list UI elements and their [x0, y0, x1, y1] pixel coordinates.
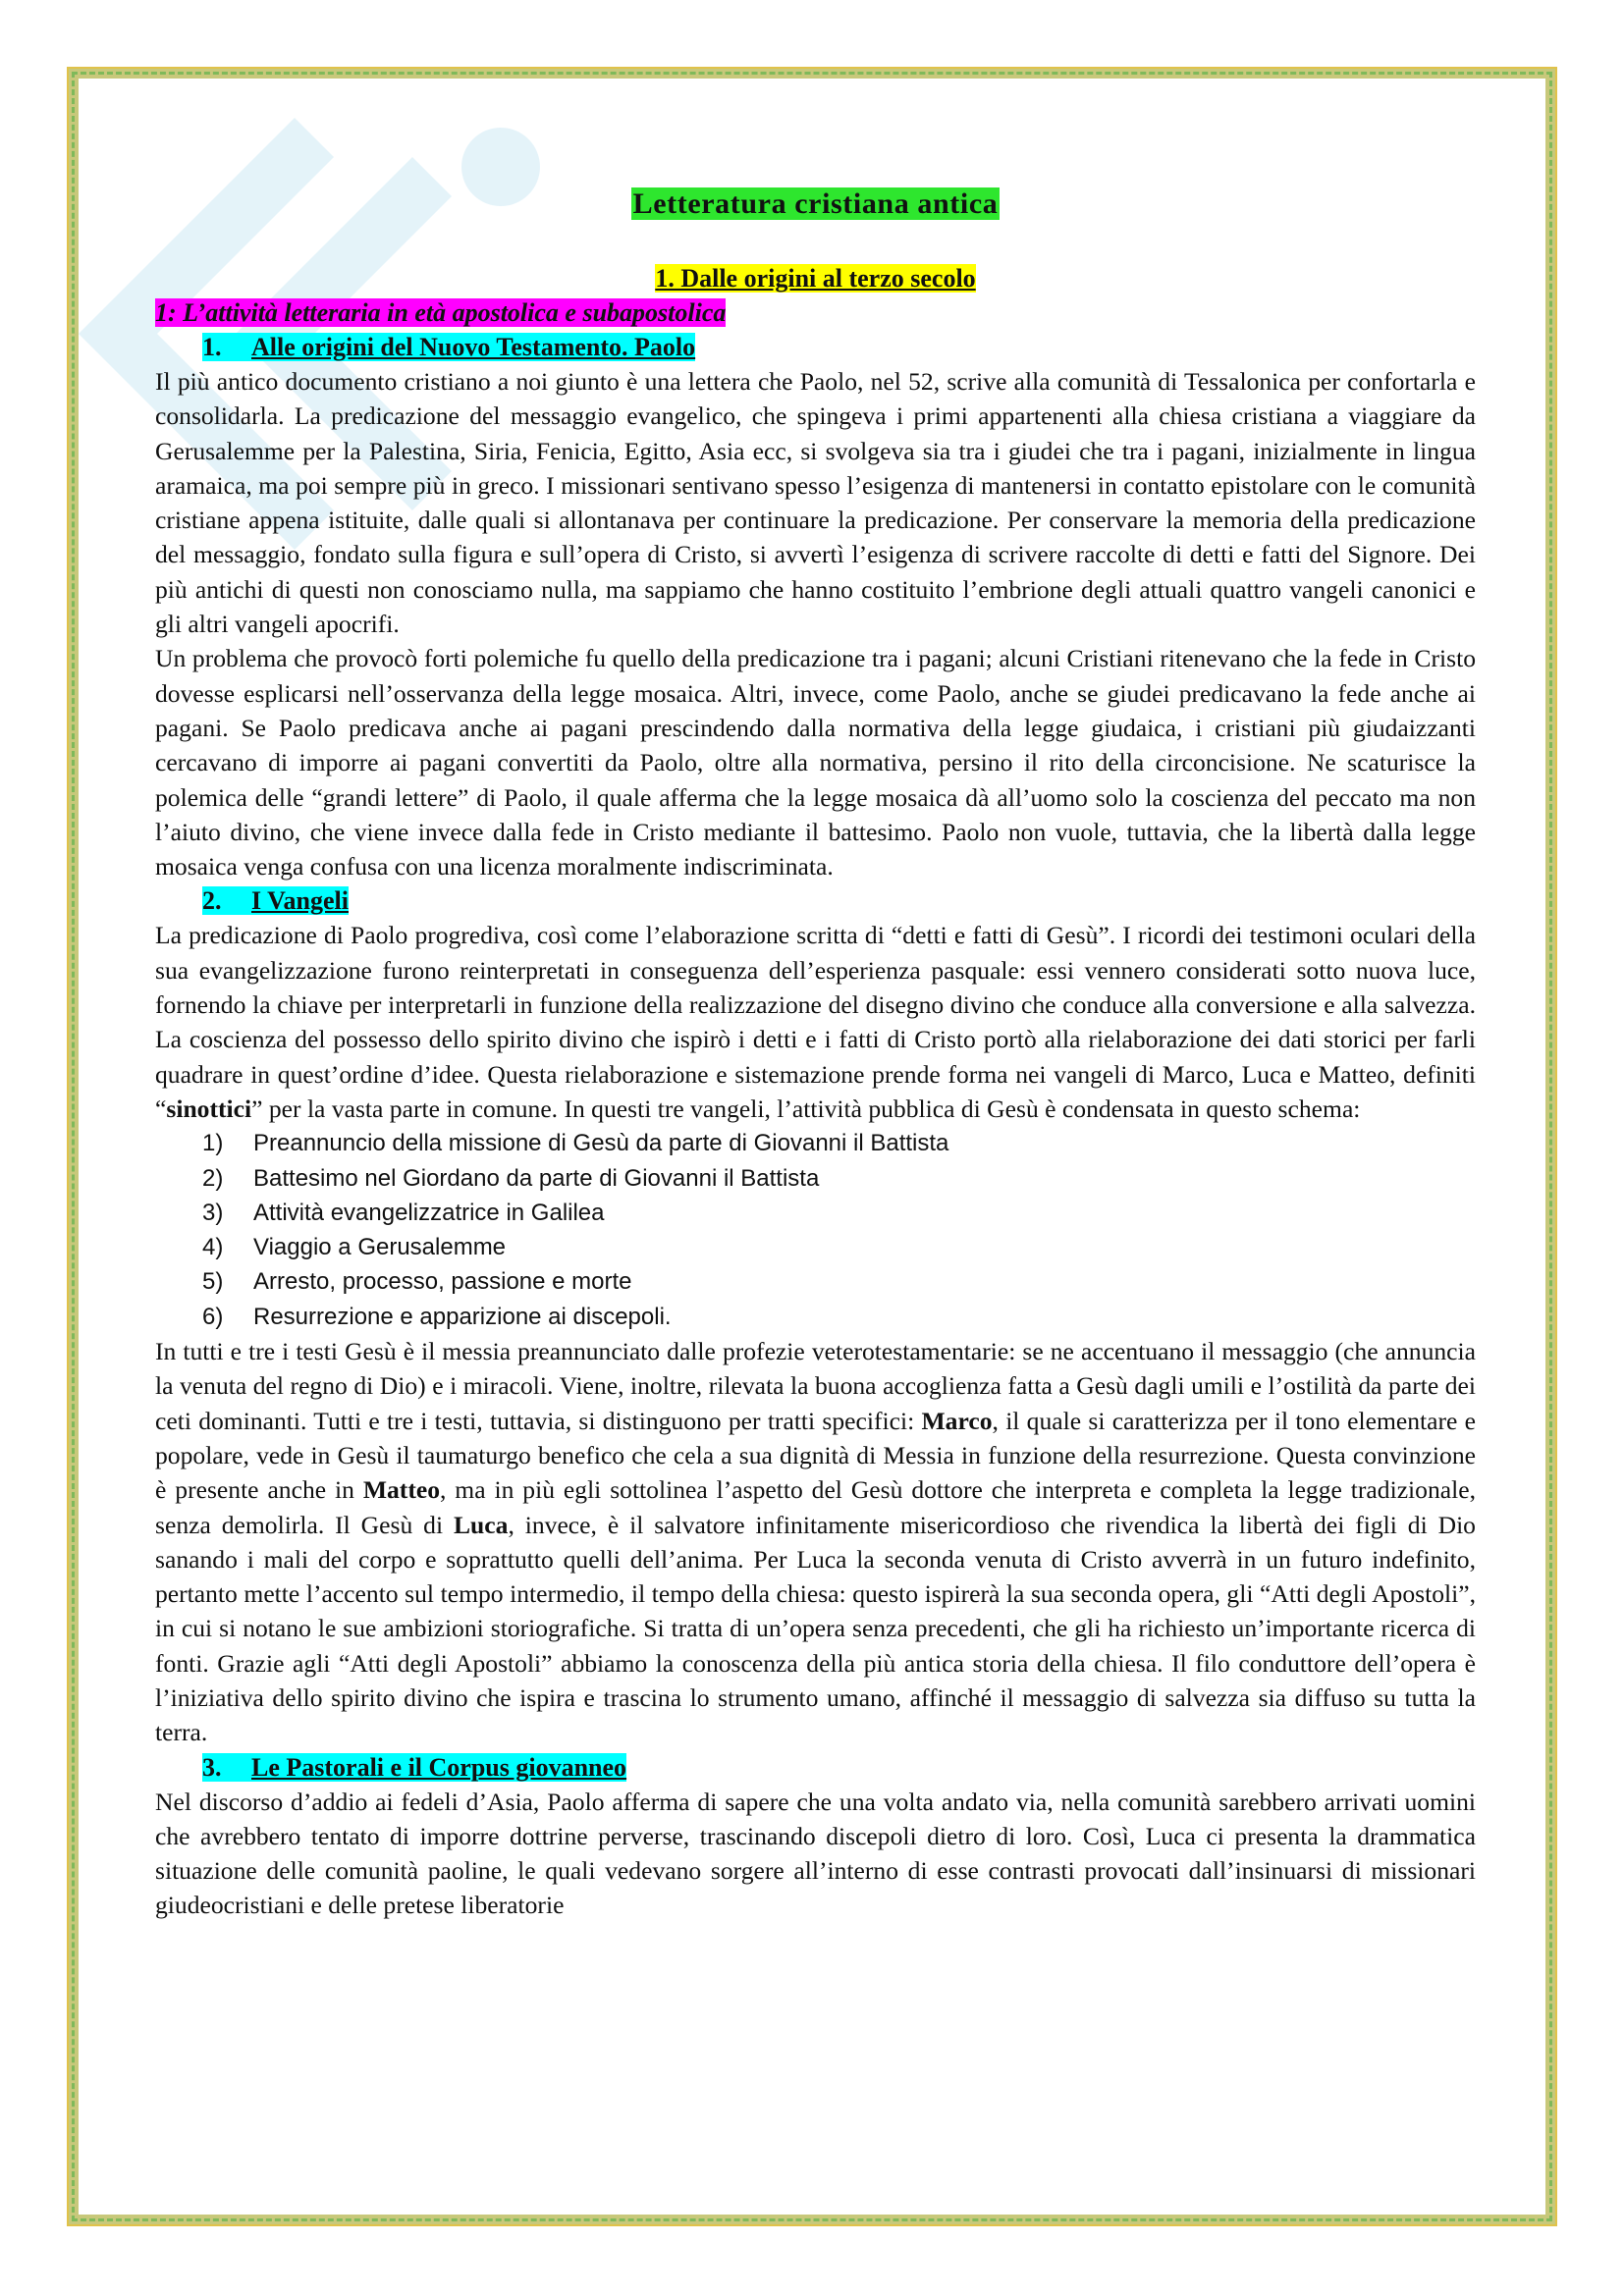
term-luca: Luca: [453, 1510, 509, 1539]
list-item: 6) Resurrezione e apparizione ai discepoli.: [202, 1303, 672, 1330]
section-heading-3: 3. Le Pastorali e il Corpus giovanneo: [202, 1752, 627, 1782]
list-item: 3) Attività evangelizzatrice in Galilea: [202, 1199, 605, 1226]
list-item: 2) Battesimo nel Giordano da parte di Giovanni il Battista: [202, 1164, 820, 1192]
subchapter-heading: 1: L’attività letteraria in età apostolica e subapostolica: [155, 298, 727, 327]
term-marco: Marco: [921, 1406, 993, 1435]
list-item: 1) Preannuncio della missione di Gesù da parte di Giovanni il Battista: [202, 1130, 949, 1157]
section-heading-1: 1. Alle origini del Nuovo Testamento. Paolo: [202, 333, 696, 361]
list-item: 5) Arresto, processo, passione e morte: [202, 1268, 632, 1296]
paragraph: La predicazione di Paolo progrediva, così come l’elaborazione scritta di “detti e fatti di Gesù”. I ricordi dei testimoni oculari della sua evangelizzazione furono reinterpretati in conseguenza dell’esperienza pasquale: essi vennero considerati sotto nuova luce, fornendo la chiave per interpretarli in funzione della realizzazione del disegno divino che conduce alla conversione e alla salvezza. La coscienza del possesso dello spirito divino che ispirò i detti e i fatti di Cristo portò alla rielaborazione dei dati storici per farli quadrare in quest’ordine d’idee. Questa rielaborazione e sistemazione prende forma nei vangeli di Marco, Luca e Matteo, definiti “sinottici” per la vasta parte in comune. In questi tre vangeli, l’attività pubblica di Gesù è condensata in questo schema:: [155, 921, 1476, 1123]
paragraph: Nel discorso d’addio ai fedeli d’Asia, Paolo afferma di sapere che una volta andato via, nella comunità sarebbero arrivati uomini che avrebbero tentato di imporre dottrine perverse, trascinando discepoli dietro di loro. Così, Luca ci presenta la drammatica situazione delle comunità paoline, le quali vedevano sorgere all’interno di esse contrasti provocati dall’insinuarsi di missionari giudeocristiani e delle pretese liberatorie: [155, 1787, 1476, 1920]
term-sinottici: sinottici: [166, 1094, 252, 1123]
gospel-schema-list: [155, 1126, 1476, 1334]
list-item: 4) Viaggio a Gerusalemme: [202, 1234, 507, 1261]
paragraph: Un problema che provocò forti polemiche fu quello della predicazione tra i pagani; alcuni Cristiani ritenevano che la fede in Cristo dovesse esplicarsi nell’osservanza della legge mosaica. Altri, invece, come Paolo, anche se giudei predicavano la fede anche ai pagani. Se Paolo predicava anche ai pagani prescindendo dalla normativa della legge giudaica, i cristiani più giudaizzanti cercavano di imporre ai pagani convertiti da Paolo, oltre alla normativa, persino il rito della circoncisione. Ne scaturisce la polemica delle “grandi lettere” di Paolo, il quale afferma che la legge mosaica dà all’uomo solo la coscienza del peccato ma non l’aiuto divino, che viene invece dalla fede in Cristo mediante il battesimo. Paolo non vuole, tuttavia, che la libertà dalla legge mosaica venga confusa con una licenza moralmente indiscriminata.: [155, 644, 1476, 881]
document-title: Letteratura cristiana antica: [632, 187, 999, 220]
chapter-heading: 1. Dalle origini al terzo secolo: [655, 264, 976, 293]
section-heading-2: 2. I Vangeli: [202, 886, 349, 916]
term-matteo: Matteo: [362, 1475, 440, 1505]
paragraph: In tutti e tre i testi Gesù è il messia preannunciato dalle profezie veterotestamentarie: se ne accentuano il messaggio (che annuncia la venuta del regno di Dio) e i miracoli. Viene, inoltre, rilevata la buona accoglienza fatta a Gesù dagli umili e l’ostilità da parte dei ceti dominanti. Tutti e tre i testi, tuttavia, si distinguono per tratti specifici: Marco, il quale si caratterizza per il tono elementare e popolare, vede in Gesù il taumaturgo benefico che cela a sua dignità di Messia in funzione della resurrezione. Questa convinzione è presente anche in Matteo, ma in più egli sottolinea l’aspetto del Gesù dottore che interpreta e completa la legge tradizionale, senza demolirla. Il Gesù di Luca, invece, è il salvatore infinitamente misericordioso che rivendica la libertà dei figli di Dio sanando i mali del corpo e soprattutto quelli dell’anima. Per Luca la seconda venuta di Cristo avverrà in un futuro indefinito, pertanto mette l’accento sul tempo intermedio, il tempo della chiesa: questo ispirerà la sua seconda opera, gli “Atti degli Apostoli”, in cui si notano le sue ambizioni storiografiche. Si tratta di un’opera senza precedenti, che gli ha richiesto un’importante ricerca di fonti. Grazie agli “Atti degli Apostoli” abbiamo la conoscenza della più antica storia della chiesa. Il filo conduttore dell’opera è l’iniziativa dello spirito divino che ispira e trascina lo strumento umano, affinché il messaggio di salvezza sia diffuso su tutta la terra.: [155, 1337, 1476, 1747]
document-body: [155, 185, 1476, 1923]
paragraph: Il più antico documento cristiano a noi giunto è una lettera che Paolo, nel 52, scrive alla comunità di Tessalonica per confortarla e consolidarla. La predicazione del messaggio evangelico, che spingeva i primi appartenenti alla chiesa cristiana a viaggiare da Gerusalemme per la Palestina, Siria, Fenicia, Egitto, Asia ecc, si svolgeva sia tra i giudei che tra i pagani, inizialmente in lingua aramaica, ma poi sempre più in greco. I missionari sentivano spesso l’esigenza di mantenersi in contatto epistolare con le comunità cristiane appena istituite, dalle quali si allontanava per continuare la predicazione. Per conservare la memoria della predicazione del messaggio, fondato sulla figura e sull’opera di Cristo, si avvertì l’esigenza di scrivere raccolte di detti e fatti del Signore. Dei più antichi di questi non conosciamo nulla, ma sappiamo che hanno costituito l’embrione degli attuali quattro vangeli canonici e gli altri vangeli apocrifi.: [155, 367, 1476, 639]
